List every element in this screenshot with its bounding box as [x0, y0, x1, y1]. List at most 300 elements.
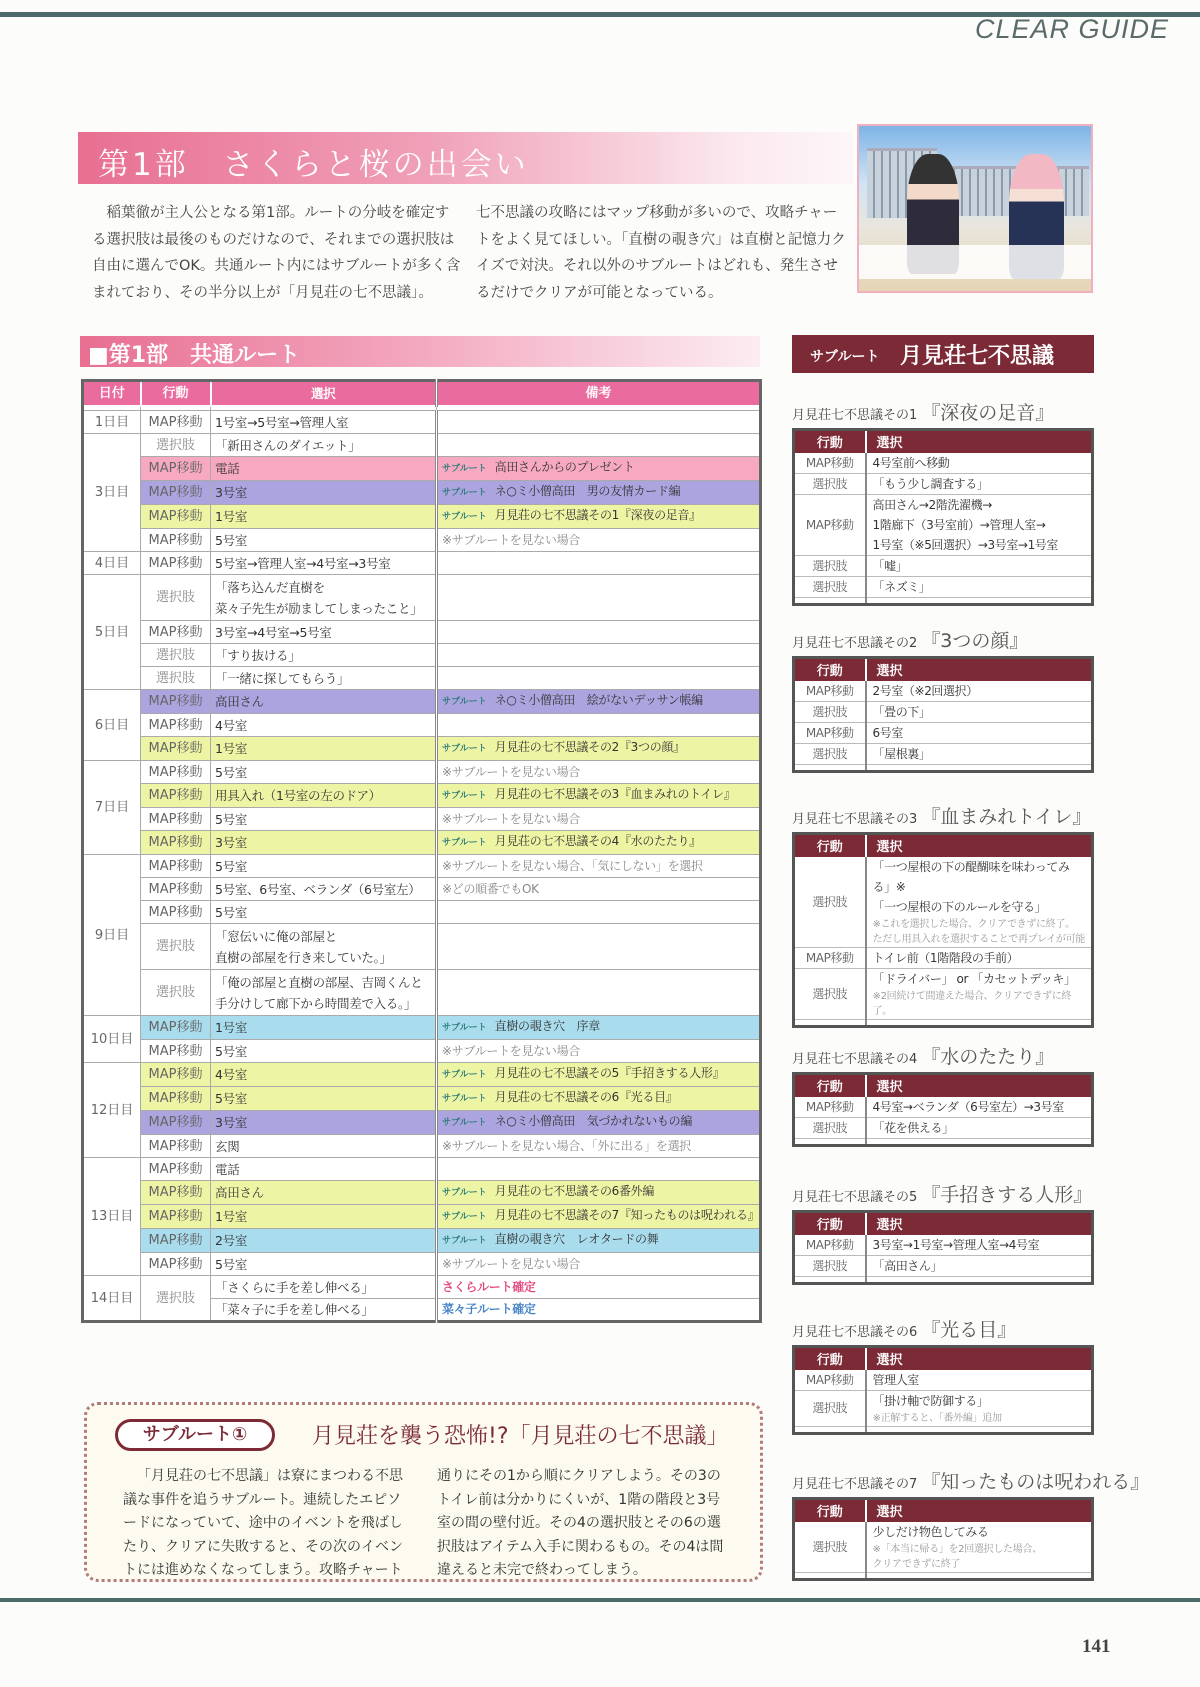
- note-cell: [437, 855, 761, 878]
- table-row: [83, 1016, 761, 1040]
- table-row: [83, 411, 761, 434]
- choice-cell: [866, 743, 1093, 764]
- choice-cell: 5号室: [211, 808, 437, 831]
- table-row: [83, 529, 761, 552]
- subroute-tag: サブルート: [442, 1023, 487, 1033]
- table-row: [83, 808, 761, 831]
- subroute-block: [792, 1467, 1150, 1581]
- action-cell: 選択肢: [794, 1522, 866, 1573]
- action-cell: MAP移動: [141, 808, 211, 831]
- action-cell: MAP移動: [141, 1087, 211, 1111]
- action-cell: MAP移動: [794, 1370, 866, 1391]
- table-row: [83, 505, 761, 529]
- action-cell: 選択肢: [141, 924, 211, 970]
- choice-cell: 「窓伝いに俺の部屋と 直樹の部屋を行き来していた。」: [211, 924, 437, 970]
- note-cell: [437, 1063, 761, 1087]
- header-date: 日付: [83, 381, 141, 406]
- header-action: 行動: [794, 1347, 866, 1370]
- choice-cell: 用具入れ（1号室の左のドア）: [211, 784, 437, 808]
- pad-cell: [794, 1276, 866, 1283]
- table-row: [83, 878, 761, 901]
- subroute-block: [792, 1315, 1094, 1435]
- choice-cell: 5号室: [211, 529, 437, 552]
- choice-cell: 5号室: [211, 761, 437, 784]
- table-row: [794, 1235, 1093, 1256]
- column-box: [84, 1402, 763, 1582]
- action-cell: MAP移動: [794, 453, 866, 474]
- note-cell: [437, 1158, 761, 1181]
- table-row: [83, 1135, 761, 1158]
- note-text: ※サブルートを見ない場合: [442, 811, 580, 826]
- action-cell: MAP移動: [794, 494, 866, 555]
- choice-cell: [866, 857, 1093, 948]
- table-row: [83, 457, 761, 481]
- choice-note: ※正解すると、「番外編」追加: [872, 1412, 1002, 1424]
- table-header-row: [794, 1347, 1093, 1370]
- subroute-block: [792, 626, 1094, 773]
- intro-paragraph: 七不思議の攻略にはマップ移動が多いので、攻略チャートをよく見てほしい。「直樹の覗き穴」は直樹と記憶力クイズで対決。それ以外のサブルートはどれも、発生させるだけでクリアが可能となっている。: [476, 205, 846, 301]
- table-row: [794, 722, 1093, 743]
- subroute-name: 『光る目』: [921, 1319, 1017, 1341]
- choice-cell: 5号室: [211, 1040, 437, 1063]
- header-choice: 選択: [866, 1212, 1093, 1235]
- note-text: ネ○ミ小僧高田 気づかれないもの編: [494, 1114, 693, 1128]
- header-action: 行動: [794, 1499, 866, 1522]
- action-cell: MAP移動: [141, 855, 211, 878]
- choice-cell: 1号室: [211, 505, 437, 529]
- note-cell: [437, 552, 761, 575]
- note-text: 月見荘の七不思議その2『3つの顔』: [494, 740, 685, 754]
- note-cell: [437, 667, 761, 690]
- subroute-tag: サブルート: [442, 1212, 487, 1222]
- action-cell: MAP移動: [141, 411, 211, 434]
- choice-note: ※2回続けて間違えた場合、クリアできずに終了。: [872, 990, 1072, 1017]
- note-text: ネ○ミ小僧高田 絵がないデッサン帳編: [494, 693, 703, 707]
- action-cell: 選択肢: [141, 644, 211, 667]
- action-cell: MAP移動: [141, 690, 211, 714]
- route-table: [81, 379, 762, 1323]
- action-cell: MAP移動: [141, 737, 211, 761]
- page-number: 141: [1082, 1636, 1111, 1657]
- subroute-title: [792, 1315, 1094, 1345]
- table-row: [794, 1390, 1093, 1426]
- action-cell: MAP移動: [141, 1135, 211, 1158]
- subroute-title: [792, 802, 1094, 832]
- table-row: [83, 831, 761, 855]
- choice-text: 「畳の下」: [872, 704, 931, 719]
- subroute-name: 『深夜の足音』: [921, 402, 1055, 424]
- choice-cell: 「菜々子に手を差し伸べる」: [211, 1299, 437, 1322]
- subroute-number: 月見荘七不思議その4: [792, 1052, 918, 1067]
- padding-row: [794, 1019, 1093, 1026]
- subroute-table: [792, 428, 1094, 606]
- subroute-tag: サブルート: [442, 1236, 487, 1246]
- choice-cell: 3号室: [211, 831, 437, 855]
- table-row: [83, 667, 761, 690]
- table-row: [83, 970, 761, 1016]
- choice-text: 「一つ屋根の下の醍醐味を味わってみる」※ 「一つ屋根の下のルールを守る」: [872, 859, 1070, 914]
- choice-cell: [866, 576, 1093, 597]
- choice-cell: 電話: [211, 457, 437, 481]
- choice-cell: 玄関: [211, 1135, 437, 1158]
- table-row: [83, 901, 761, 924]
- column-badge: サブルート①: [115, 1419, 275, 1451]
- subroute-name: 『3つの顔』: [921, 630, 1029, 652]
- table-row: [83, 1229, 761, 1253]
- choice-text: 「花を供える」: [872, 1120, 954, 1135]
- action-cell: MAP移動: [794, 1097, 866, 1118]
- choice-cell: 5号室: [211, 855, 437, 878]
- action-cell: 選択肢: [141, 1276, 211, 1322]
- choice-cell: [866, 1370, 1093, 1391]
- subroute-block: [792, 1180, 1094, 1285]
- note-text: ※サブルートを見ない場合: [442, 1256, 580, 1271]
- table-row: [794, 1370, 1093, 1391]
- note-text: ※サブルートを見ない場合: [442, 1043, 580, 1058]
- choice-cell: 「すり抜ける」: [211, 644, 437, 667]
- choice-cell: [866, 722, 1093, 743]
- note-cell: [437, 457, 761, 481]
- note-cell: [437, 1253, 761, 1276]
- table-row: [794, 473, 1093, 494]
- choice-cell: 5号室: [211, 901, 437, 924]
- action-cell: 選択肢: [794, 1117, 866, 1138]
- note-text: 直樹の覗き穴 序章: [494, 1019, 600, 1033]
- subroute-title: [792, 398, 1094, 428]
- subroute-tag: サブルート: [442, 791, 487, 801]
- day-cell: 6日目: [83, 690, 141, 761]
- header-action: 行動: [794, 658, 866, 681]
- note-cell: [437, 1299, 761, 1322]
- table-row: [83, 1087, 761, 1111]
- action-cell: MAP移動: [141, 1016, 211, 1040]
- action-cell: 選択肢: [794, 1390, 866, 1426]
- pad-cell: [866, 1426, 1093, 1433]
- choice-text: 2号室（※2回選択）: [872, 683, 978, 698]
- pad-cell: [866, 1019, 1093, 1026]
- table-row: [83, 621, 761, 644]
- subroute-block: [792, 398, 1094, 606]
- day-cell: 7日目: [83, 761, 141, 855]
- action-cell: MAP移動: [141, 505, 211, 529]
- subroute-title: [792, 626, 1094, 656]
- action-cell: MAP移動: [141, 901, 211, 924]
- header-choice: 選択: [866, 1074, 1093, 1097]
- action-cell: MAP移動: [141, 621, 211, 644]
- table-row: [83, 552, 761, 575]
- subroute-table: [792, 1345, 1094, 1435]
- note-text: ※サブルートを見ない場合、「気にしない」を選択: [442, 858, 703, 873]
- table-row: [83, 575, 761, 621]
- choice-cell: 「新田さんのダイエット」: [211, 434, 437, 457]
- choice-text: 6号室: [872, 725, 903, 740]
- choice-text: 「ネズミ」: [872, 579, 931, 594]
- subroute-tag: サブルート: [442, 1070, 487, 1080]
- action-cell: MAP移動: [141, 529, 211, 552]
- subroute-name: 『手招きする人形』: [921, 1184, 1093, 1206]
- table-row: [83, 644, 761, 667]
- pad-cell: [794, 597, 866, 604]
- choice-cell: [866, 1097, 1093, 1118]
- choice-cell: 電話: [211, 1158, 437, 1181]
- subroute-tag: サブルート: [442, 1188, 487, 1198]
- choice-cell: 「一緒に探してもらう」: [211, 667, 437, 690]
- choice-text: 「屋根裏」: [872, 746, 931, 761]
- note-cell: [437, 1040, 761, 1063]
- note-cell: [437, 434, 761, 457]
- table-row: [83, 481, 761, 505]
- subroute-table: [792, 1210, 1094, 1285]
- guide-brand: CLEAR GUIDE: [975, 14, 1170, 44]
- intro-paragraph: 稲葉徹が主人公となる第1部。ルートの分岐を確定する選択肢は最後のものだけなので、それまでの選択肢は自由に選んでOK。共通ルート内にはサブルートが多く含まれており、その半分以上が「月見荘の七不思議」。: [92, 205, 461, 301]
- day-cell: 9日目: [83, 855, 141, 1016]
- section-header: [80, 336, 760, 367]
- choice-cell: 1号室→5号室→管理人室: [211, 411, 437, 434]
- pad-cell: [794, 1138, 866, 1145]
- padding-row: [794, 1426, 1093, 1433]
- note-text: ※サブルートを見ない場合、「外に出る」を選択: [442, 1138, 691, 1153]
- subroute-number: 月見荘七不思議その6: [792, 1325, 918, 1340]
- note-text: 月見荘の七不思議その1『深夜の足音』: [494, 508, 701, 522]
- table-row: [83, 737, 761, 761]
- day-cell: 12日目: [83, 1063, 141, 1158]
- table-row: [794, 1117, 1093, 1138]
- table-row: [794, 947, 1093, 968]
- action-cell: MAP移動: [141, 1253, 211, 1276]
- choice-text: 少しだけ物色してみる: [872, 1524, 989, 1539]
- choice-cell: [866, 968, 1093, 1019]
- choice-text: 4号室前へ移動: [872, 455, 950, 470]
- note-cell: [437, 1276, 761, 1299]
- choice-cell: 4号室: [211, 714, 437, 737]
- choice-cell: 1号室: [211, 1205, 437, 1229]
- note-text: ※サブルートを見ない場合: [442, 532, 580, 547]
- choice-cell: 3号室: [211, 1111, 437, 1135]
- table-row: [794, 555, 1093, 576]
- subroute-tag: サブルート: [442, 1118, 487, 1128]
- choice-cell: 4号室: [211, 1063, 437, 1087]
- table-row: [83, 1040, 761, 1063]
- choice-cell: 5号室: [211, 1253, 437, 1276]
- action-cell: MAP移動: [141, 1181, 211, 1205]
- action-cell: MAP移動: [141, 1063, 211, 1087]
- note-cell: [437, 714, 761, 737]
- pad-cell: [866, 764, 1093, 771]
- padding-row: [794, 1138, 1093, 1145]
- table-row: [794, 1255, 1093, 1276]
- table-row: [794, 1097, 1093, 1118]
- note-text: 月見荘の七不思議その7『知ったものは呪われる』: [494, 1208, 760, 1222]
- choice-text: 「高田さん」: [872, 1258, 943, 1273]
- note-cell: [437, 1016, 761, 1040]
- note-cell: [437, 737, 761, 761]
- padding-row: [794, 764, 1093, 771]
- choice-cell: 2号室: [211, 1229, 437, 1253]
- choice-cell: 5号室: [211, 1087, 437, 1111]
- subroute-tag: サブルート: [442, 744, 487, 754]
- header-action: 行動: [141, 381, 211, 406]
- chapter-title: 第1部 さくらと桜の出会い: [98, 147, 529, 183]
- note-cell: [437, 529, 761, 552]
- choice-cell: [866, 701, 1093, 722]
- note-text: 高田さんからのプレゼント: [494, 460, 635, 474]
- subroute-tag: サブルート: [442, 488, 487, 498]
- choice-cell: 高田さん: [211, 1181, 437, 1205]
- header-choice: 選択: [866, 1499, 1093, 1522]
- choice-cell: [866, 1522, 1093, 1573]
- note-cell: [437, 970, 761, 1016]
- action-cell: MAP移動: [141, 878, 211, 901]
- note-cell: [437, 1205, 761, 1229]
- table-row: [794, 857, 1093, 948]
- bottom-rule: [0, 1598, 1200, 1602]
- subroute-title: [792, 1180, 1094, 1210]
- subroute-name: 『水のたたり』: [921, 1046, 1055, 1068]
- note-cell: [437, 1087, 761, 1111]
- subroute-number: 月見荘七不思議その5: [792, 1190, 918, 1205]
- note-cell: [437, 644, 761, 667]
- note-text: 月見荘の七不思議その6『光る目』: [494, 1090, 678, 1104]
- choice-cell: 1号室: [211, 1016, 437, 1040]
- choice-cell: 5号室→管理人室→4号室→3号室: [211, 552, 437, 575]
- note-cell: [437, 1135, 761, 1158]
- action-cell: MAP移動: [141, 1158, 211, 1181]
- choice-note: ※「本当に帰る」を2回選択した場合、 クリアできずに終了: [872, 1543, 1042, 1570]
- table-row: [83, 434, 761, 457]
- subroute-tag: サブルート: [442, 512, 487, 522]
- table-row: [794, 701, 1093, 722]
- action-cell: MAP移動: [141, 481, 211, 505]
- subroute-title: [792, 1467, 1150, 1497]
- choice-cell: [866, 555, 1093, 576]
- action-cell: 選択肢: [141, 434, 211, 457]
- pad-cell: [794, 1572, 866, 1579]
- subroute-table: [792, 1497, 1094, 1581]
- note-text: 月見荘の七不思議その4『水のたたり』: [494, 834, 701, 848]
- subroute-tag: サブルート: [442, 697, 487, 707]
- subroute-name: 『知ったものは呪われる』: [921, 1471, 1150, 1493]
- subroute-number: 月見荘七不思議その1: [792, 408, 918, 423]
- header-action: 行動: [794, 1212, 866, 1235]
- subroute-table: [792, 1072, 1094, 1147]
- note-cell: [437, 1111, 761, 1135]
- choice-cell: [866, 494, 1093, 555]
- action-cell: MAP移動: [794, 1235, 866, 1256]
- choice-cell: 5号室、6号室、ベランダ（6号室左）: [211, 878, 437, 901]
- action-cell: 選択肢: [794, 576, 866, 597]
- table-row: [83, 1276, 761, 1299]
- table-row: [83, 1111, 761, 1135]
- action-cell: MAP移動: [794, 947, 866, 968]
- padding-row: [794, 1572, 1093, 1579]
- sidebar-header: [792, 335, 1094, 373]
- table-header-row: [794, 658, 1093, 681]
- table-row: [83, 1253, 761, 1276]
- column-paragraph: 「月見荘の七不思議」は寮にまつわる不思議な事件を追うサブルート。連続したエピソードになっていて、途中のイベントを飛ばしたり、クリアに失敗すると、その次のイベントには進めなくなってしまう。攻略チャート: [123, 1468, 403, 1578]
- choice-text: 「嘘」: [872, 558, 908, 573]
- table-header-row: [794, 1499, 1093, 1522]
- action-cell: MAP移動: [794, 722, 866, 743]
- table-row: [794, 576, 1093, 597]
- choice-note: ※これを選択した場合、クリアできずに終了。 ただし用具入れを選択することで再プレイが可能: [872, 918, 1085, 945]
- day-cell: 13日目: [83, 1158, 141, 1276]
- note-cell: [437, 924, 761, 970]
- table-row: [83, 1181, 761, 1205]
- header-notes: 備考: [437, 381, 761, 406]
- day-cell: 14日目: [83, 1276, 141, 1322]
- column-title: 月見荘を襲う恐怖!?「月見荘の七不思議」: [312, 1424, 729, 1449]
- action-cell: 選択肢: [141, 667, 211, 690]
- pad-cell: [866, 597, 1093, 604]
- action-cell: 選択肢: [794, 1255, 866, 1276]
- choice-cell: [866, 1255, 1093, 1276]
- choice-text: 「ドライバー」 or 「カセットデッキ」: [872, 971, 1076, 986]
- chapter-title-banner: [78, 132, 853, 184]
- choice-text: 「もう少し調査する」: [872, 476, 989, 491]
- note-text: 月見荘の七不思議その5『手招きする人形』: [494, 1066, 725, 1080]
- note-text: 直樹の覗き穴 レオタードの舞: [494, 1232, 659, 1246]
- pad-cell: [866, 1276, 1093, 1283]
- pad-cell: [866, 1138, 1093, 1145]
- note-text: ※どの順番でもOK: [442, 881, 539, 896]
- choice-text: 管理人室: [872, 1372, 919, 1387]
- action-cell: 選択肢: [794, 473, 866, 494]
- table-header-row: [794, 1074, 1093, 1097]
- game-screenshot: [857, 124, 1093, 293]
- action-cell: 選択肢: [141, 970, 211, 1016]
- note-cell: [437, 784, 761, 808]
- choice-cell: [866, 681, 1093, 702]
- table-row: [83, 1063, 761, 1087]
- note-cell: [437, 411, 761, 434]
- action-cell: 選択肢: [794, 743, 866, 764]
- action-cell: MAP移動: [141, 784, 211, 808]
- choice-cell: 「落ち込んだ直樹を 菜々子先生が励ましてしまったこと」: [211, 575, 437, 621]
- route-confirmed-label: さくらルート確定: [442, 1279, 536, 1294]
- subroute-title: [792, 1042, 1094, 1072]
- action-cell: MAP移動: [141, 457, 211, 481]
- table-row: [83, 924, 761, 970]
- choice-cell: 高田さん: [211, 690, 437, 714]
- action-cell: 選択肢: [794, 555, 866, 576]
- table-row: [794, 743, 1093, 764]
- note-cell: [437, 761, 761, 784]
- table-row: [83, 761, 761, 784]
- choice-text: 高田さん→2階洗濯機→ 1階廊下（3号室前）→管理人室→ 1号室（※5回選択）→3号室→1号室: [872, 497, 1059, 552]
- table-row: [83, 690, 761, 714]
- note-cell: [437, 621, 761, 644]
- choice-cell: 3号室→4号室→5号室: [211, 621, 437, 644]
- action-cell: MAP移動: [141, 831, 211, 855]
- choice-cell: [866, 453, 1093, 474]
- note-cell: [437, 878, 761, 901]
- choice-cell: 「さくらに手を差し伸べる」: [211, 1276, 437, 1299]
- action-cell: 選択肢: [141, 575, 211, 621]
- subroute-number: 月見荘七不思議その2: [792, 636, 918, 651]
- table-row: [83, 855, 761, 878]
- column-paragraph: 通りにその1から順にクリアしよう。その3のトイレ前は分かりにくいが、1階の階段と3号室の間の壁付近。その4の選択肢とその6の選択肢はアイテム入手に関わるもの。その4は間違えると未完で終わってしまう。: [437, 1468, 724, 1578]
- header-choice: 選択: [866, 658, 1093, 681]
- subroute-name: 『血まみれトイレ』: [921, 806, 1092, 828]
- header-choice: 選択: [211, 381, 437, 406]
- table-row: [794, 968, 1093, 1019]
- table-row: [794, 681, 1093, 702]
- action-cell: MAP移動: [141, 1040, 211, 1063]
- day-cell: 1日目: [83, 411, 141, 434]
- note-cell: [437, 831, 761, 855]
- action-cell: 選択肢: [794, 857, 866, 948]
- choice-cell: 3号室: [211, 481, 437, 505]
